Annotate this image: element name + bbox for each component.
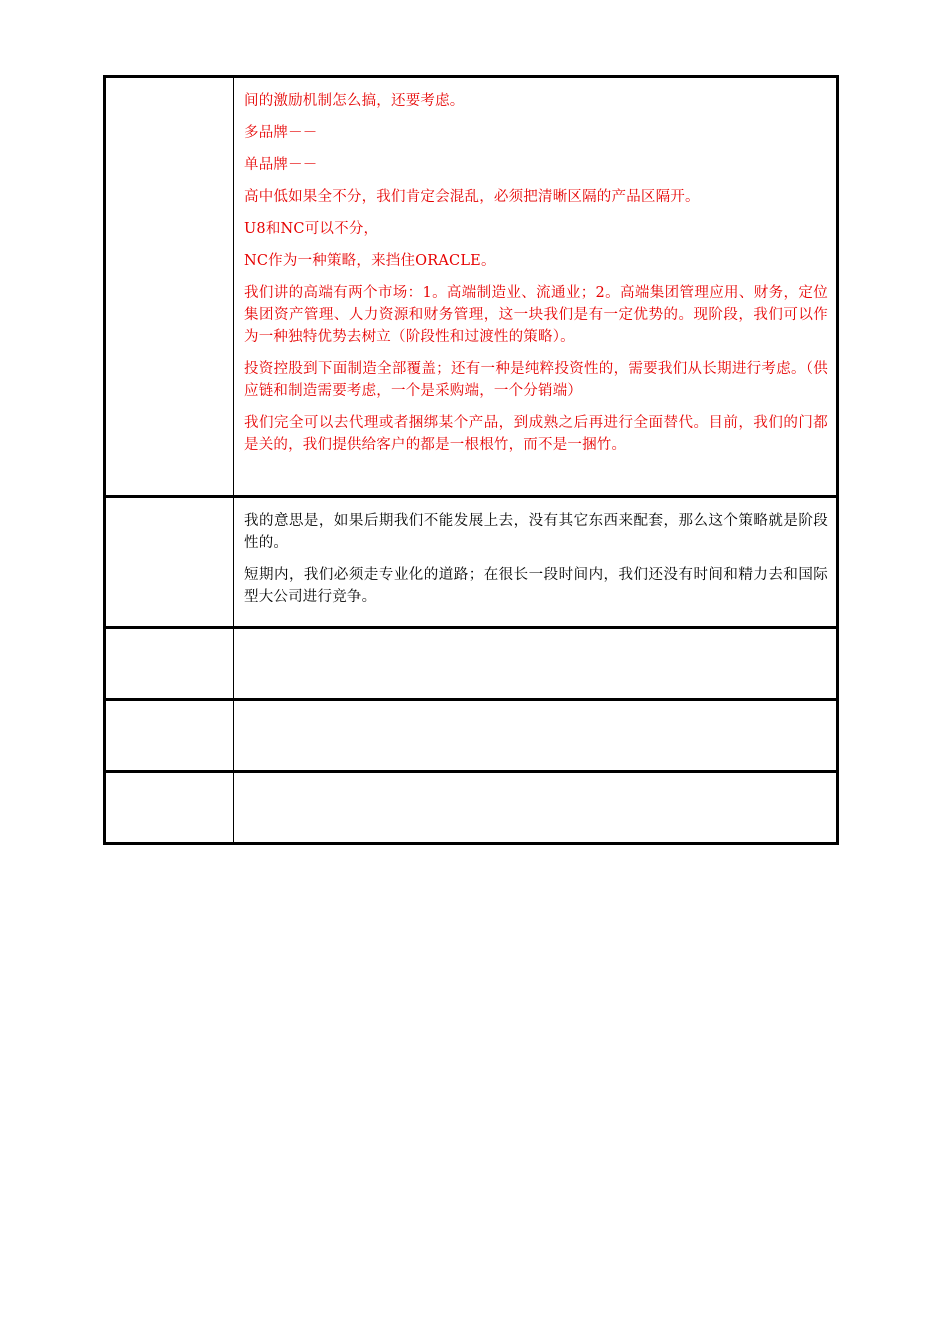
label-cell [105,772,234,844]
paragraph: 单品牌－－ [244,157,318,173]
paragraph: 短期内，我们必须走专业化的道路；在很长一段时间内，我们还没有时间和精力去和国际型大公司进行竞争。 [244,567,828,605]
label-cell [105,497,234,628]
table-row [105,628,838,700]
paragraph: 高中低如果全不分，我们肯定会混乱，必须把清晰区隔的产品区隔开。 [244,189,700,205]
table-row [105,497,838,628]
paragraph: 多品牌－－ [244,125,318,141]
content-cell [234,772,838,844]
section2-content [234,498,836,626]
paragraph: 间的激励机制怎么搞，还要考虑。 [244,93,465,109]
paragraph: 投资控股到下面制造全部覆盖；还有一种是纯粹投资性的，需要我们从长期进行考虑。（供应链和制造需要考虑，一个是采购端，一个分销端） [244,361,828,399]
section1-content [234,78,836,474]
content-cell [234,497,838,628]
label-cell [105,628,234,700]
paragraph: 我的意思是，如果后期我们不能发展上去，没有其它东西来配套，那么这个策略就是阶段性的。 [244,513,828,551]
table-row [105,772,838,844]
content-cell [234,628,838,700]
paragraph: NC作为一种策略，来挡住ORACLE。 [244,253,496,269]
content-cell [234,700,838,772]
paragraph: U8和NC可以不分， [244,221,379,237]
label-cell [105,700,234,772]
table-row [105,77,838,497]
content-cell [234,77,838,497]
paragraph: 我们讲的高端有两个市场：1。高端制造业、流通业；2。高端集团管理应用、财务，定位集团资产管理、人力资源和财务管理，这一块我们是有一定优势的。现阶段，我们可以作为一种独特优势去树立（阶段性和过渡性的策略）。 [244,285,828,345]
table-row [105,700,838,772]
paragraph: 我们完全可以去代理或者捆绑某个产品，到成熟之后再进行全面替代。目前，我们的门都是关的，我们提供给客户的都是一根根竹，而不是一捆竹。 [244,415,828,453]
label-cell [105,77,234,497]
notes-table [103,75,839,845]
